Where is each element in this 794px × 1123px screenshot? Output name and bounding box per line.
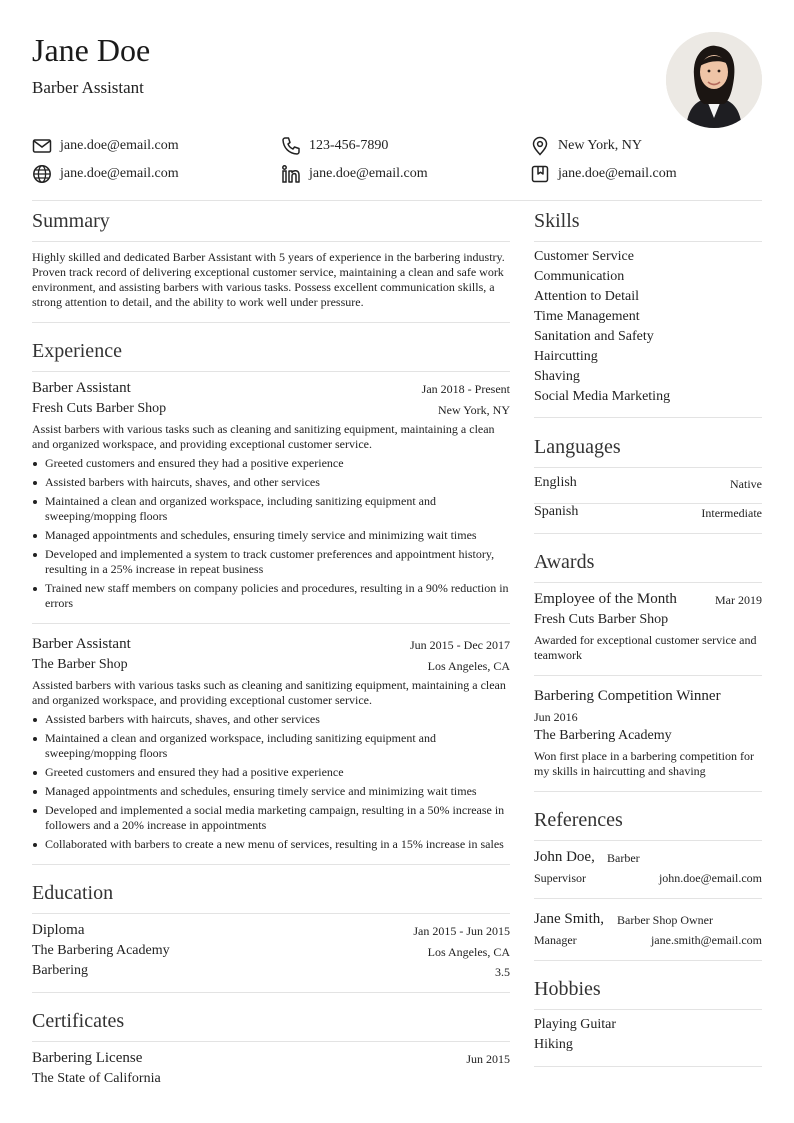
awards-rule — [534, 582, 762, 583]
phone-icon — [281, 136, 301, 156]
list-item: Developed and implemented a social media marketing campaign, resulting in a 50% increase in followers and a 20% increase in appointments — [45, 803, 511, 833]
list-item: Greeted customers and ensured they had a positive experience — [45, 456, 511, 471]
languages-rule — [534, 467, 762, 468]
award-2-date: Jun 2016 — [534, 710, 578, 724]
award-divider — [534, 675, 762, 676]
mail-icon — [32, 136, 52, 156]
languages-heading: Languages — [534, 436, 621, 458]
job-2-dates: Jun 2015 - Dec 2017 — [410, 638, 510, 652]
languages-end-rule — [534, 533, 762, 534]
globe-icon — [32, 164, 52, 184]
education-rule — [32, 913, 510, 914]
language-level: Native — [730, 477, 762, 491]
header-divider — [32, 200, 762, 201]
experience-rule — [32, 371, 510, 372]
contact-portfolio-text: jane.doe@email.com — [558, 166, 677, 181]
education-heading: Education — [32, 882, 114, 904]
reference-divider — [534, 898, 762, 899]
list-item: Maintained a clean and organized workspace, including sanitizing equipment and sweeping/mopping floors — [45, 494, 511, 524]
job-2-description: Assisted barbers with various tasks such as cleaning and sanitizing equipment, maintaining a clean and organized workspace, and providing exceptional customer service. — [32, 678, 506, 707]
job-1-end-rule — [32, 623, 510, 624]
certificates-heading: Certificates — [32, 1010, 125, 1032]
summary-end-rule — [32, 322, 510, 323]
skill-item: Time Management — [534, 309, 640, 324]
skill-item: Customer Service — [534, 249, 634, 264]
award-1-date: Mar 2019 — [715, 593, 762, 607]
award-2-title: Barbering Competition Winner — [534, 688, 721, 704]
hobbies-heading: Hobbies — [534, 978, 601, 1000]
award-2-org: The Barbering Academy — [534, 728, 672, 743]
reference-1-role-cont: Supervisor — [534, 871, 586, 885]
summary-rule — [32, 241, 510, 242]
language-name: English — [534, 475, 577, 490]
job-2-location: Los Angeles, CA — [427, 659, 510, 673]
job-2-role: Barber Assistant — [32, 636, 131, 652]
skill-item: Sanitation and Safety — [534, 329, 654, 344]
job-1-role: Barber Assistant — [32, 380, 131, 396]
hobbies-end-rule — [534, 1066, 762, 1067]
summary-heading: Summary — [32, 210, 110, 232]
list-item: Greeted customers and ensured they had a positive experience — [45, 765, 511, 780]
contact-website-text: jane.doe@email.com — [60, 166, 179, 181]
skill-item: Communication — [534, 269, 625, 284]
experience-end-rule — [32, 864, 510, 865]
contact-email-text: jane.doe@email.com — [60, 138, 179, 153]
profile-photo — [666, 32, 762, 128]
skills-end-rule — [534, 417, 762, 418]
reference-1-name: John Doe, — [534, 849, 595, 865]
education-degree: Diploma — [32, 922, 85, 938]
candidate-title: Barber Assistant — [32, 78, 144, 97]
experience-heading: Experience — [32, 340, 122, 362]
education-dates: Jan 2015 - Jun 2015 — [413, 924, 510, 938]
certificates-rule — [32, 1041, 510, 1042]
job-1-bullets — [32, 456, 511, 615]
hobby-item: Hiking — [534, 1037, 573, 1052]
reference-2-email[interactable]: jane.smith@email.com — [650, 933, 762, 947]
contact-linkedin[interactable] — [281, 164, 428, 184]
list-item: Assisted barbers with haircuts, shaves, and other services — [45, 475, 511, 490]
contact-email[interactable] — [32, 136, 179, 156]
references-heading: References — [534, 809, 623, 831]
award-1-desc: Awarded for exceptional customer service and teamwork — [534, 633, 757, 662]
list-item: Collaborated with barbers to create a new menu of services, resulting in a 15% increase in sales — [45, 837, 511, 852]
job-1-dates: Jan 2018 - Present — [421, 382, 510, 396]
language-level: Intermediate — [701, 506, 762, 520]
location-pin-icon — [530, 136, 550, 156]
certificate-date: Jun 2015 — [466, 1052, 510, 1066]
references-rule — [534, 840, 762, 841]
list-item: Developed and implemented a system to track customer preferences and appointment history, resulting in a 25% increase in repeat business — [45, 547, 511, 577]
education-gpa: 3.5 — [495, 965, 510, 979]
certificate-name: Barbering License — [32, 1050, 143, 1066]
candidate-name: Jane Doe — [32, 32, 151, 68]
award-1-org: Fresh Cuts Barber Shop — [534, 612, 669, 627]
job-1-company: Fresh Cuts Barber Shop — [32, 401, 167, 416]
references-end-rule — [534, 960, 762, 961]
education-field: Barbering — [32, 963, 88, 978]
job-2-bullets — [32, 712, 511, 856]
awards-end-rule — [534, 791, 762, 792]
skill-item: Social Media Marketing — [534, 389, 671, 404]
contact-website[interactable] — [32, 164, 179, 184]
skills-heading: Skills — [534, 210, 580, 232]
contact-linkedin-text: jane.doe@email.com — [309, 166, 428, 181]
skill-item: Shaving — [534, 369, 580, 384]
contact-phone-text: 123-456-7890 — [309, 138, 389, 153]
summary-text: Highly skilled and dedicated Barber Assistant with 5 years of experience in the barbering industry. Proven track record of delivering exceptional customer service, maintaining a clean and safe work environment, and assisting barbers with various tasks. Possess excellent communication skills, a strong attention to detail, and the ability to work well under pressure. — [32, 250, 505, 309]
skills-rule — [534, 241, 762, 242]
contact-location-text: New York, NY — [558, 138, 643, 153]
list-item: Managed appointments and schedules, ensuring timely service and minimizing wait times — [45, 784, 511, 799]
reference-2-role: Barber Shop Owner — [617, 913, 713, 927]
list-item: Assisted barbers with haircuts, shaves, and other services — [45, 712, 511, 727]
education-school: The Barbering Academy — [32, 943, 170, 958]
reference-2-name: Jane Smith, — [534, 911, 604, 927]
reference-2-role-cont: Manager — [534, 933, 577, 947]
list-item: Trained new staff members on company policies and procedures, resulting in a 90% reduction in errors — [45, 581, 511, 611]
certificate-issuer: The State of California — [32, 1071, 161, 1086]
awards-heading: Awards — [534, 551, 595, 573]
award-2-desc: Won first place in a barbering competition for my skills in haircutting and shaving — [534, 749, 754, 778]
skill-item: Attention to Detail — [534, 289, 639, 304]
contact-portfolio[interactable] — [530, 164, 677, 184]
hobbies-rule — [534, 1009, 762, 1010]
education-location: Los Angeles, CA — [427, 945, 510, 959]
reference-1-email[interactable]: john.doe@email.com — [658, 871, 762, 885]
contact-phone[interactable] — [281, 136, 388, 156]
job-1-location: New York, NY — [437, 403, 510, 417]
job-1-description: Assist barbers with various tasks such as cleaning and sanitizing equipment, maintaining a clean and organized workspace, and providing exceptional customer service. — [32, 422, 495, 451]
skill-item: Haircutting — [534, 349, 598, 364]
bookmark-icon — [530, 164, 550, 184]
contact-location — [530, 136, 642, 156]
award-1-title: Employee of the Month — [534, 591, 677, 607]
list-item: Managed appointments and schedules, ensuring timely service and minimizing wait times — [45, 528, 511, 543]
language-name: Spanish — [534, 504, 579, 519]
hobby-item: Playing Guitar — [534, 1017, 617, 1032]
linkedin-icon — [281, 164, 301, 184]
education-end-rule — [32, 992, 510, 993]
reference-1-role: Barber — [607, 851, 640, 865]
list-item: Maintained a clean and organized workspace, including sanitizing equipment and sweeping/mopping floors — [45, 731, 511, 761]
job-2-company: The Barber Shop — [32, 657, 128, 672]
